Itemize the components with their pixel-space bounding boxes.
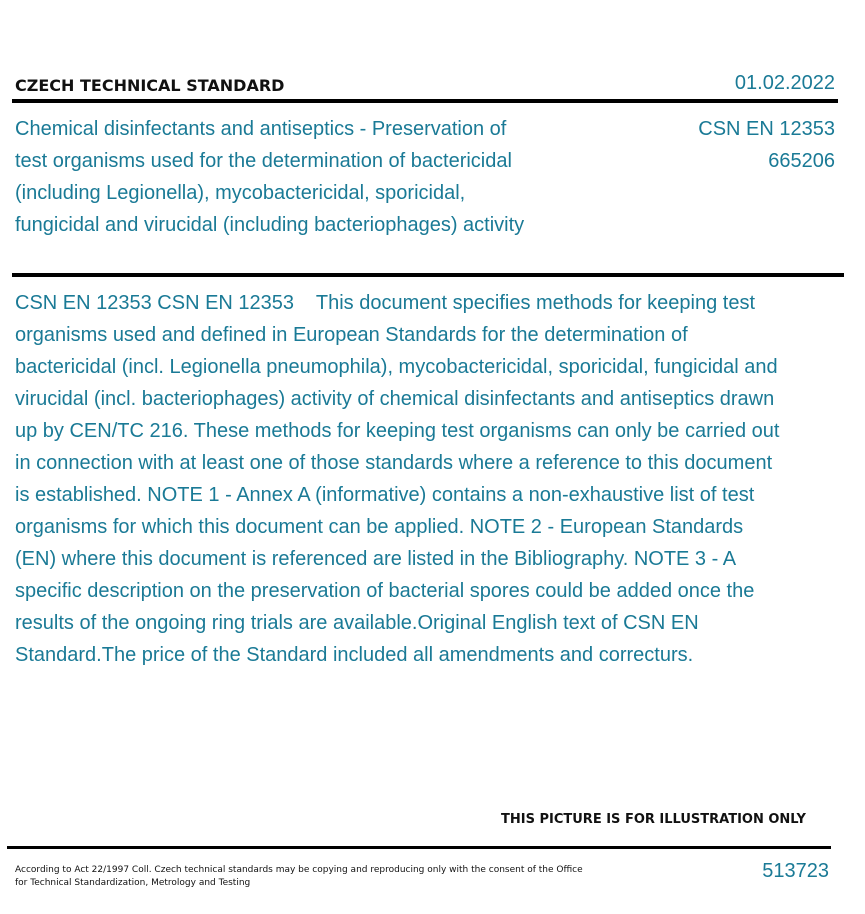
- standard-number: 665206: [768, 150, 835, 172]
- standard-title: Chemical disinfectants and antiseptics - Preservation of test organisms used for the determination of bactericidal (including Legionella), mycobactericidal, sporicidal, fungicidal and virucidal (including bacteriophages) activity: [15, 118, 525, 236]
- title-divider: [12, 273, 844, 277]
- standard-code: CSN EN 12353: [698, 118, 835, 140]
- legal-notice: According to Act 22/1997 Coll. Czech technical standards may be copying and reproducing only with the consent of the Office for Technical Standardization, Metrology and Testing: [15, 865, 583, 888]
- standard-description: CSN EN 12353 CSN EN 12353 This document specifies methods for keeping test organisms used and defined in European Standards for the determination of bactericidal (incl. Legionella pneumophila), mycobactericidal, sporicidal, fungicidal and virucidal (incl. bacteriophages) activity of chemical disinfectants and antiseptics drawn up by CEN/TC 216. These methods for keeping test organisms can only be carried out in connection with at least one of those standards where a reference to this document is established. NOTE 1 - Annex A (informative) contains a non-exhaustive list of test organisms for which this document can be applied. NOTE 2 - European Standards (EN) where this document is referenced are listed in the Bibliography. NOTE 3 - A specific description on the preservation of bacterial spores could be added once the results of the ongoing ring trials are available.Original English text of CSN EN Standard.The price of the Standard included all amendments and correcturs.: [15, 292, 786, 666]
- header-divider: [12, 99, 838, 103]
- standard-codes: [698, 113, 835, 177]
- illustration-note: THIS PICTURE IS FOR ILLUSTRATION ONLY: [501, 812, 806, 827]
- document-id: 513723: [762, 860, 829, 882]
- issue-date: 01.02.2022: [734, 72, 835, 94]
- document-type-label: CZECH TECHNICAL STANDARD: [15, 76, 285, 95]
- footer-divider: [7, 846, 831, 849]
